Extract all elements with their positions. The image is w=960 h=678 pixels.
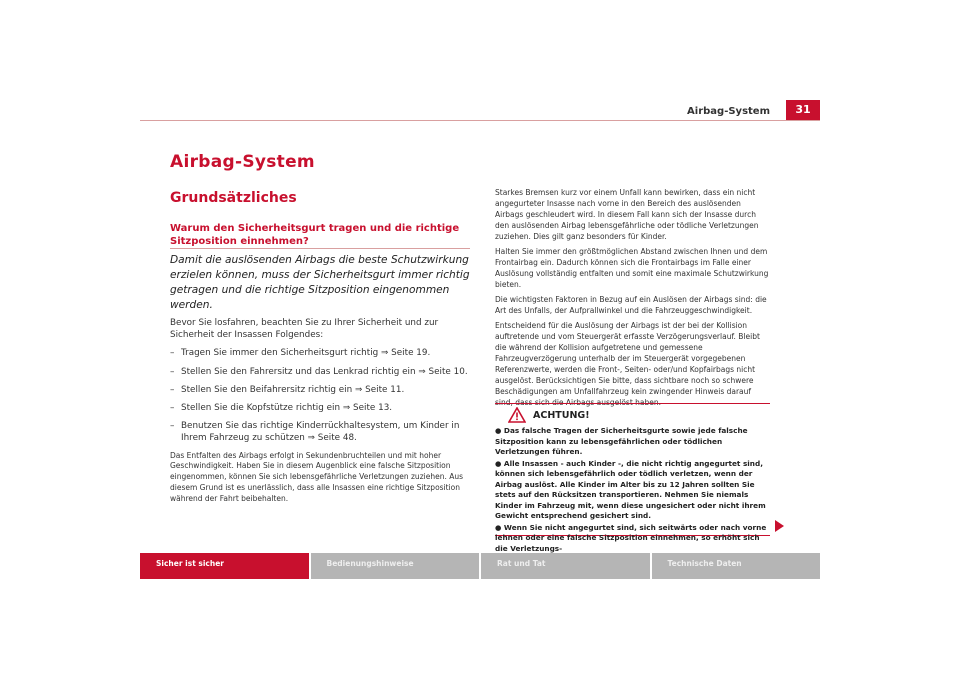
list-item: – Tragen Sie immer den Sicherheitsgurt richtig ⇒ Seite 19.	[170, 348, 431, 359]
body-paragraph: Starkes Bremsen kurz vor einem Unfall kann bewirken, dass ein nicht angegurteter Insasse nach vorne in den Bereich des auslösenden Airbags geschleudert wird. In diesem Fall kann sich der Insasse durch den auslösenden Airbag lebensgefährliche oder tödliche Verletzungen zuziehen. Dies gilt ganz besonders für Kinder.	[495, 188, 759, 241]
tab-rat-und-tat[interactable]: Rat und Tat	[481, 553, 650, 579]
left-column	[170, 317, 470, 511]
warning-triangle-icon	[508, 407, 526, 423]
footer-nav	[140, 553, 820, 579]
warning-body	[495, 426, 767, 555]
body-paragraph: Entscheidend für die Auslösung der Airbags ist der bei der Kollision auftretende und vom Steuergerät erfasste Verzögerungsverlauf. Bleibt die während der Kollision aufgetretene und gemessene Fahrzeugverzögerung unterhalb der im Steuergerät vorgegebenen Referenzwerte, werden die Front-, Seiten- oder/und Kopfairbags nicht ausgelöst. Berücksichtigen Sie bitte, dass sichtbare noch so schwere Beschädigungen am Unfallfahrzeug kein zwingender Hinweis darauf sind, dass sich die Airbags ausgelöst haben.	[495, 321, 760, 407]
section-title: Grundsätzliches	[170, 190, 297, 206]
intro-text: Damit die auslösenden Airbags die beste Schutzwirkung erzielen können, muss der Sicherheitsgurt immer richtig getragen und die richtige Sitzposition eingenommen werden.	[170, 254, 470, 311]
tab-sicher-ist-sicher[interactable]: Sicher ist sicher	[140, 553, 309, 579]
small-paragraph: Das Entfalten des Airbags erfolgt in Sekundenbruchteilen und mit hoher Geschwindigkeit. Haben Sie in diesem Augenblick eine falsche Sitzposition eingenommen, können Sie sich lebensgefährliche Verletzungen zuziehen. Aus diesem Grund ist es unerlässlich, dass alle Insassen eine richtige Sitzposition während der Fahrt beibehalten.	[170, 450, 464, 503]
body-paragraph: Die wichtigsten Faktoren in Bezug auf ein Auslösen der Airbags sind: die Art des Unfalls, der Aufprallwinkel und die Fahrzeuggeschwindigkeit.	[495, 295, 767, 315]
page-number: 31	[786, 100, 820, 120]
warning-item: ● Wenn Sie nicht angegurtet sind, sich seitwärts oder nach vorne lehnen oder eine falsche Sitzposition einnehmen, so erhöht sich die Verletzungs-	[495, 522, 767, 553]
header-divider	[140, 120, 820, 121]
subsection-title: Warum den Sicherheitsgurt tragen und die richtige Sitzposition einnehmen?	[170, 223, 460, 247]
list-item: – Stellen Sie den Fahrersitz und das Lenkrad richtig ein ⇒ Seite 10.	[170, 366, 468, 377]
warning-item: ● Das falsche Tragen der Sicherheitsgurte sowie jede falsche Sitzposition kann zu lebensgefährlichen oder tödlichen Verletzungen führen.	[495, 426, 748, 456]
body-paragraph: Bevor Sie losfahren, beachten Sie zu Ihrer Sicherheit und zur Sicherheit der Insassen Folgendes:	[170, 318, 439, 341]
running-header-title: Airbag-System	[687, 106, 770, 117]
warning-item: ● Alle Insassen - auch Kinder -, die nicht richtig angegurtet sind, können sich lebensgefährlich oder tödlich verletzen, wenn der Airbag auslöst. Alle Kinder im Alter bis zu 12 Jahren sollten Sie stets auf den Rücksitzen transportieren. Nehmen Sie niemals Kinder im Fahrzeug mit, wenn diese ungesichert oder nicht ihrem Gewicht entsprechend gesichert sind.	[495, 458, 766, 520]
list-item: – Stellen Sie den Beifahrersitz richtig ein ⇒ Seite 11.	[170, 384, 405, 395]
list-item: – Benutzen Sie das richtige Kinderrückhaltesystem, um Kinder in Ihrem Fahrzeug zu schützen ⇒ Seite 48.	[170, 421, 460, 444]
continue-arrow-icon	[775, 520, 784, 532]
tab-bedienungshinweise[interactable]: Bedienungshinweise	[311, 553, 480, 579]
right-column	[495, 187, 770, 412]
chapter-title: Airbag-System	[170, 152, 315, 172]
body-paragraph: Halten Sie immer den größtmöglichen Abstand zwischen Ihnen und dem Frontairbag ein. Dadurch können sich die Frontairbags im Falle einer Auslösung vollständig entfalten und somit eine maximale Schutzwirkung bieten.	[495, 247, 769, 289]
subsection-divider	[170, 248, 470, 249]
warning-title: ACHTUNG!	[533, 410, 590, 421]
warning-box	[495, 403, 770, 553]
tab-technische-daten[interactable]: Technische Daten	[652, 553, 821, 579]
bullet-list	[170, 347, 470, 444]
list-item: – Stellen Sie die Kopfstütze richtig ein ⇒ Seite 13.	[170, 403, 393, 414]
